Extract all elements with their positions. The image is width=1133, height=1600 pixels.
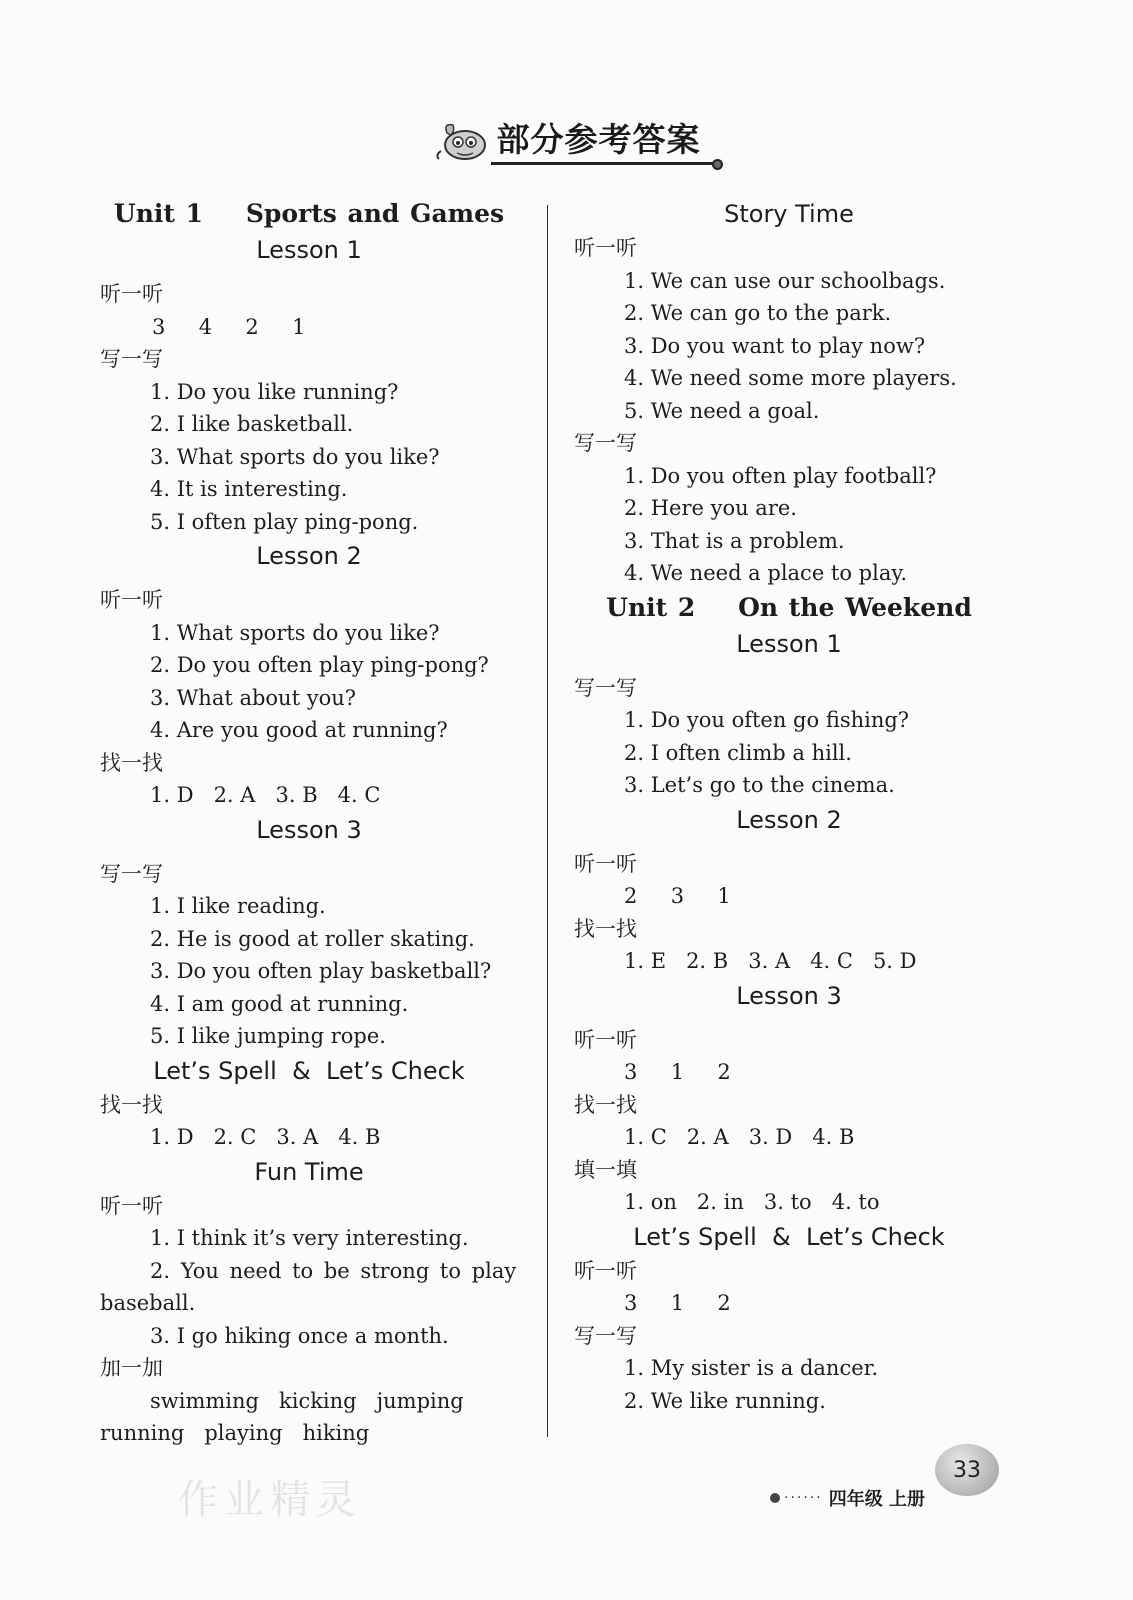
answer-line: 2. We can go to the park. (624, 301, 892, 325)
answer-line: 3 1 2 (624, 1291, 731, 1315)
answer-line: 3 4 2 1 (152, 314, 306, 339)
answer-line: 5. I often play ping-pong. (150, 509, 419, 534)
section-label: 找一找 (100, 750, 163, 775)
answer-line: 3. What about you? (150, 685, 356, 710)
answer-line: 1. D 2. A 3. B 4. C (150, 783, 381, 807)
answer-line: 1. on 2. in 3. to 4. to (624, 1190, 880, 1214)
answer-line: 5. I like jumping rope. (150, 1024, 386, 1048)
section-label: 听一听 (100, 588, 163, 612)
section-label: 写一写 (100, 347, 163, 371)
answer-line: 3. Let’s go to the cinema. (624, 773, 895, 797)
answer-line: 4. I am good at running. (150, 991, 409, 1016)
answer-line: 5. We need a goal. (624, 398, 820, 423)
answer-line: 3 1 2 (624, 1060, 731, 1084)
answer-line: 1. I like reading. (150, 894, 326, 918)
answer-line: 2 3 1 (624, 884, 731, 908)
section-label: 写一写 (574, 1323, 637, 1348)
lesson-title: Lesson 3 (256, 815, 362, 844)
lesson-title: Lesson 1 (736, 629, 842, 658)
answer-line: 1. What sports do you like? (150, 620, 440, 645)
page-title: 部分参考答案 (496, 119, 701, 159)
section-label: 写一写 (574, 675, 637, 700)
right-column (574, 196, 1004, 1417)
answer-line: 4. Are you good at running? (150, 718, 448, 742)
section-label: 找一找 (574, 916, 637, 941)
section-label: 找一找 (100, 1092, 163, 1117)
column-divider (547, 205, 548, 1437)
lesson-title: Lesson 2 (256, 542, 362, 570)
answer-line-continued: baseball. (100, 1291, 196, 1315)
section-title: Story Time (724, 200, 854, 228)
answer-line: 3. What sports do you like? (150, 444, 440, 469)
answer-line: 2. He is good at roller skating. (150, 926, 475, 951)
footer-dots: ······ (770, 1490, 823, 1506)
section-label: 听一听 (100, 282, 163, 306)
section-label: 听一听 (574, 236, 637, 260)
title-underline (491, 162, 715, 165)
answer-line: 2. Here you are. (624, 496, 797, 520)
section-label: 填一填 (574, 1157, 637, 1182)
answer-line: 1. Do you often play football? (624, 463, 937, 488)
page-header (0, 110, 1133, 170)
grade-label: 四年级 上册 (828, 1489, 925, 1510)
left-column (100, 196, 518, 1450)
section-label: 找一找 (574, 1092, 637, 1117)
section-label: 听一听 (100, 1193, 163, 1218)
answer-line: 1. Do you like running? (150, 379, 399, 404)
answer-line: 1. D 2. C 3. A 4. B (150, 1125, 381, 1149)
section-label: 听一听 (574, 1258, 637, 1283)
answer-line: 3. Do you want to play now? (624, 333, 926, 358)
answer-line: 4. We need some more players. (624, 366, 957, 390)
section-title: Fun Time (254, 1157, 364, 1186)
answer-line: 2. Do you often play ping-pong? (150, 653, 489, 677)
answer-line: 2. I like basketball. (150, 412, 354, 436)
section-label: 加一加 (100, 1356, 163, 1380)
section-label: 听一听 (574, 851, 637, 876)
mascot-icon (433, 115, 493, 165)
answer-line: 1. We can use our schoolbags. (624, 268, 946, 293)
section-label: 听一听 (574, 1027, 637, 1052)
answer-line: 4. It is interesting. (150, 477, 348, 501)
answer-line: 1. I think it’s very interesting. (150, 1226, 469, 1250)
answer-line: swimming kicking jumping (150, 1388, 464, 1413)
answer-line: 2. I often climb a hill. (624, 740, 852, 765)
answer-line: 1. C 2. A 3. D 4. B (624, 1125, 855, 1149)
answer-line: 1. Do you often go fishing? (624, 708, 910, 732)
answer-line: 2. You need to be strong to play (150, 1258, 517, 1283)
unit2-title: Unit 2 On the Weekend (606, 592, 972, 622)
answer-line: 3. That is a problem. (624, 528, 845, 553)
answer-line: 3. Do you often play basketball? (150, 959, 492, 983)
section-label: 写一写 (574, 431, 637, 455)
lesson-title: Lesson 3 (736, 981, 842, 1010)
page-number-badge: 33 (935, 1444, 999, 1496)
answer-line: 3. I go hiking once a month. (150, 1323, 449, 1348)
lesson-title: Lesson 1 (256, 236, 362, 264)
title-dot (712, 159, 723, 170)
section-title: Let’s Spell & Let’s Check (633, 1222, 945, 1251)
answer-line: 4. We need a place to play. (624, 561, 908, 585)
page-footer (770, 1478, 925, 1518)
answer-line: running playing hiking (100, 1421, 370, 1445)
answer-line: 2. We like running. (624, 1388, 826, 1413)
answer-line: 1. E 2. B 3. A 4. C 5. D (624, 949, 917, 973)
watermark: 作业精灵 (178, 1477, 362, 1523)
unit1-title: Unit 1 Sports and Games (113, 199, 505, 228)
answer-line: 1. My sister is a dancer. (624, 1356, 879, 1380)
section-title: Let’s Spell & Let’s Check (153, 1056, 465, 1085)
lesson-title: Lesson 2 (736, 805, 842, 834)
section-label: 写一写 (100, 861, 163, 886)
